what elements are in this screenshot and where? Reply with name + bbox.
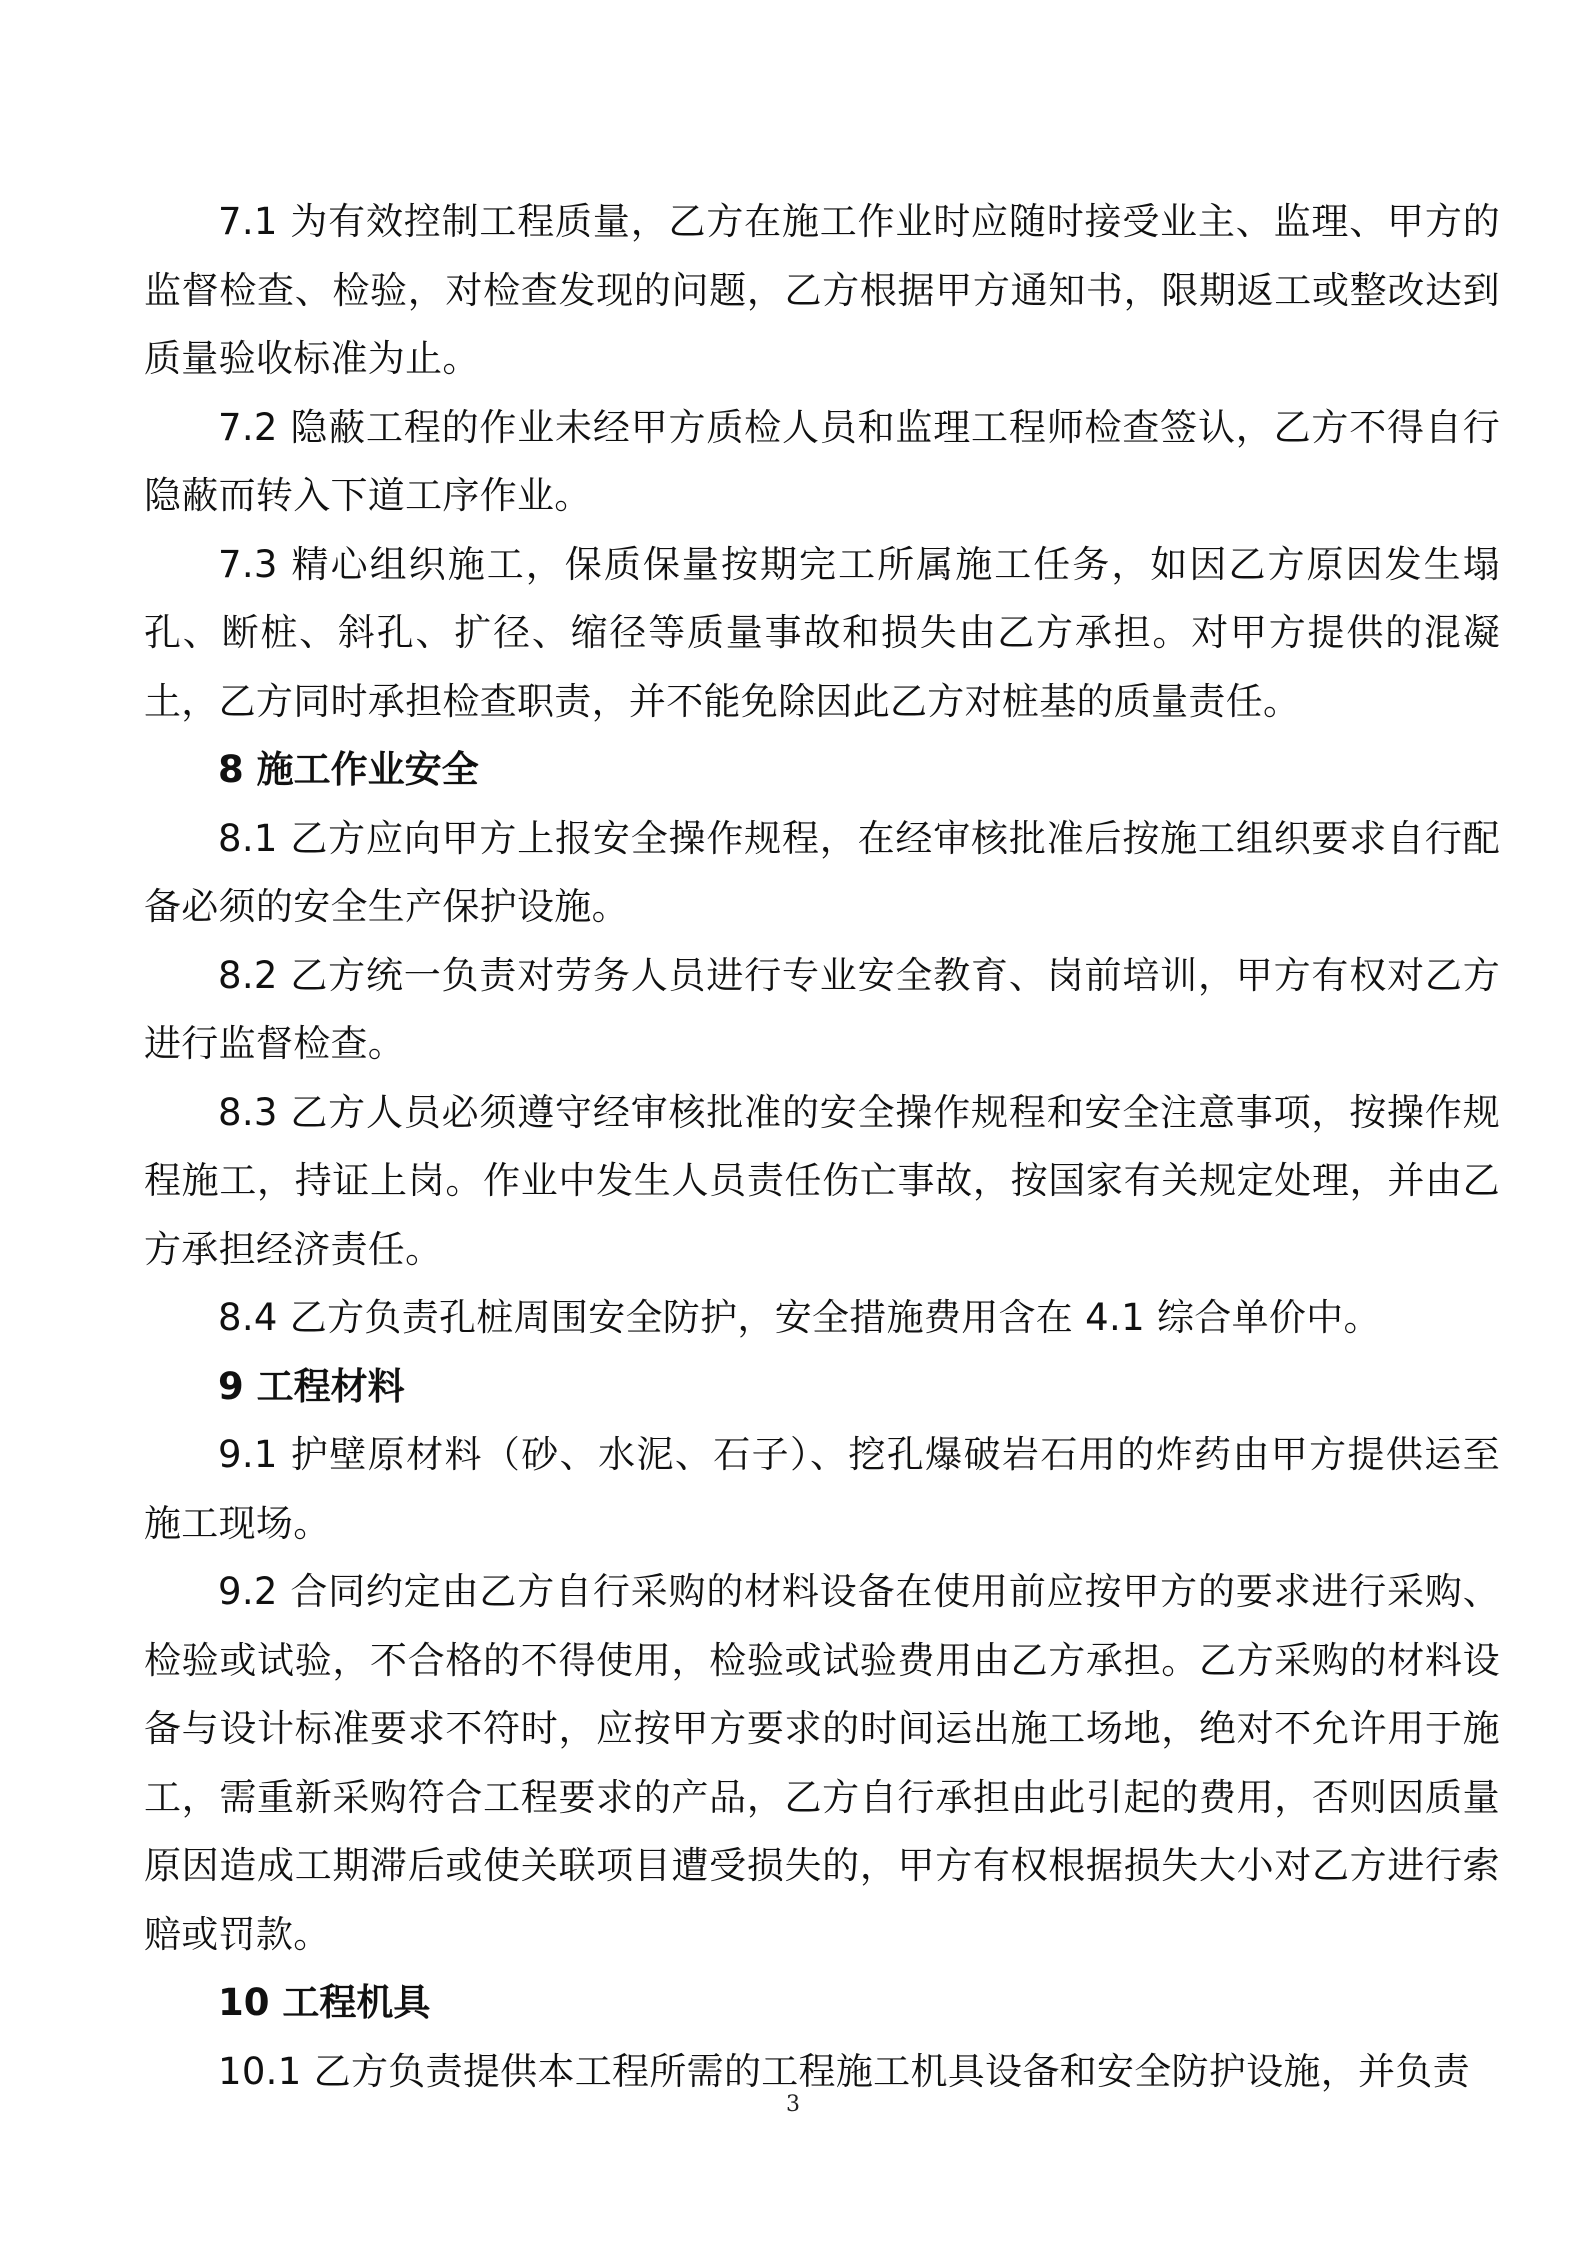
clause-8-4: 8.4 乙方负责孔桩周围安全防护，安全措施费用含在 4.1 综合单价中。 xyxy=(218,1296,1381,1339)
clause-7-3: 7.3 精心组织施工，保质保量按期完工所属施工任务，如因乙方原因发生塌孔、断桩、斜孔、扩径、缩径等质量事故和损失由乙方承担。对甲方提供的混凝土，乙方同时承担检查职责，并不能免除因此乙方对桩基的质量责任。 xyxy=(144,542,1500,723)
clause-8-2: 8.2 乙方统一负责对劳务人员进行专业安全教育、岗前培训，甲方有权对乙方进行监督检查。 xyxy=(144,953,1500,1065)
section-8-heading: 8 施工作业安全 xyxy=(218,748,479,791)
clause-7-2: 7.2 隐蔽工程的作业未经甲方质检人员和监理工程师检查签认，乙方不得自行隐蔽而转入下道工序作业。 xyxy=(144,405,1500,517)
clause-9-2: 9.2 合同约定由乙方自行采购的材料设备在使用前应按甲方的要求进行采购、检验或试验，不合格的不得使用，检验或试验费用由乙方承担。乙方采购的材料设备与设计标准要求不符时，应按甲方要求的时间运出施工场地，绝对不允许用于施工，需重新采购符合工程要求的产品，乙方自行承担由此引起的费用，否则因质量原因造成工期滞后或使关联项目遭受损失的，甲方有权根据损失大小对乙方进行索赔或罚款。 xyxy=(144,1570,1500,1956)
section-9-heading: 9 工程材料 xyxy=(218,1364,405,1408)
section-10-heading: 10 工程机具 xyxy=(218,1981,431,2024)
clause-10-1: 10.1 乙方负责提供本工程所需的工程施工机具设备和安全防护设施，并负责 xyxy=(218,2049,1470,2093)
page-number: 3 xyxy=(786,2092,800,2117)
clause-9-1: 9.1 护壁原材料（砂、水泥、石子）、挖孔爆破岩石用的炸药由甲方提供运至施工现场。 xyxy=(144,1433,1500,1545)
clause-8-3: 8.3 乙方人员必须遵守经审核批准的安全操作规程和安全注意事项，按操作规程施工，持证上岗。作业中发生人员责任伤亡事故，按国家有关规定处理，并由乙方承担经济责任。 xyxy=(144,1090,1500,1271)
clause-7-1: 7.1 为有效控制工程质量，乙方在施工作业时应随时接受业主、监理、甲方的监督检查、检验，对检查发现的问题，乙方根据甲方通知书，限期返工或整改达到质量验收标准为止。 xyxy=(144,200,1500,380)
clause-8-1: 8.1 乙方应向甲方上报安全操作规程，在经审核批准后按施工组织要求自行配备必须的安全生产保护设施。 xyxy=(144,816,1500,928)
document-body xyxy=(144,188,1500,2106)
